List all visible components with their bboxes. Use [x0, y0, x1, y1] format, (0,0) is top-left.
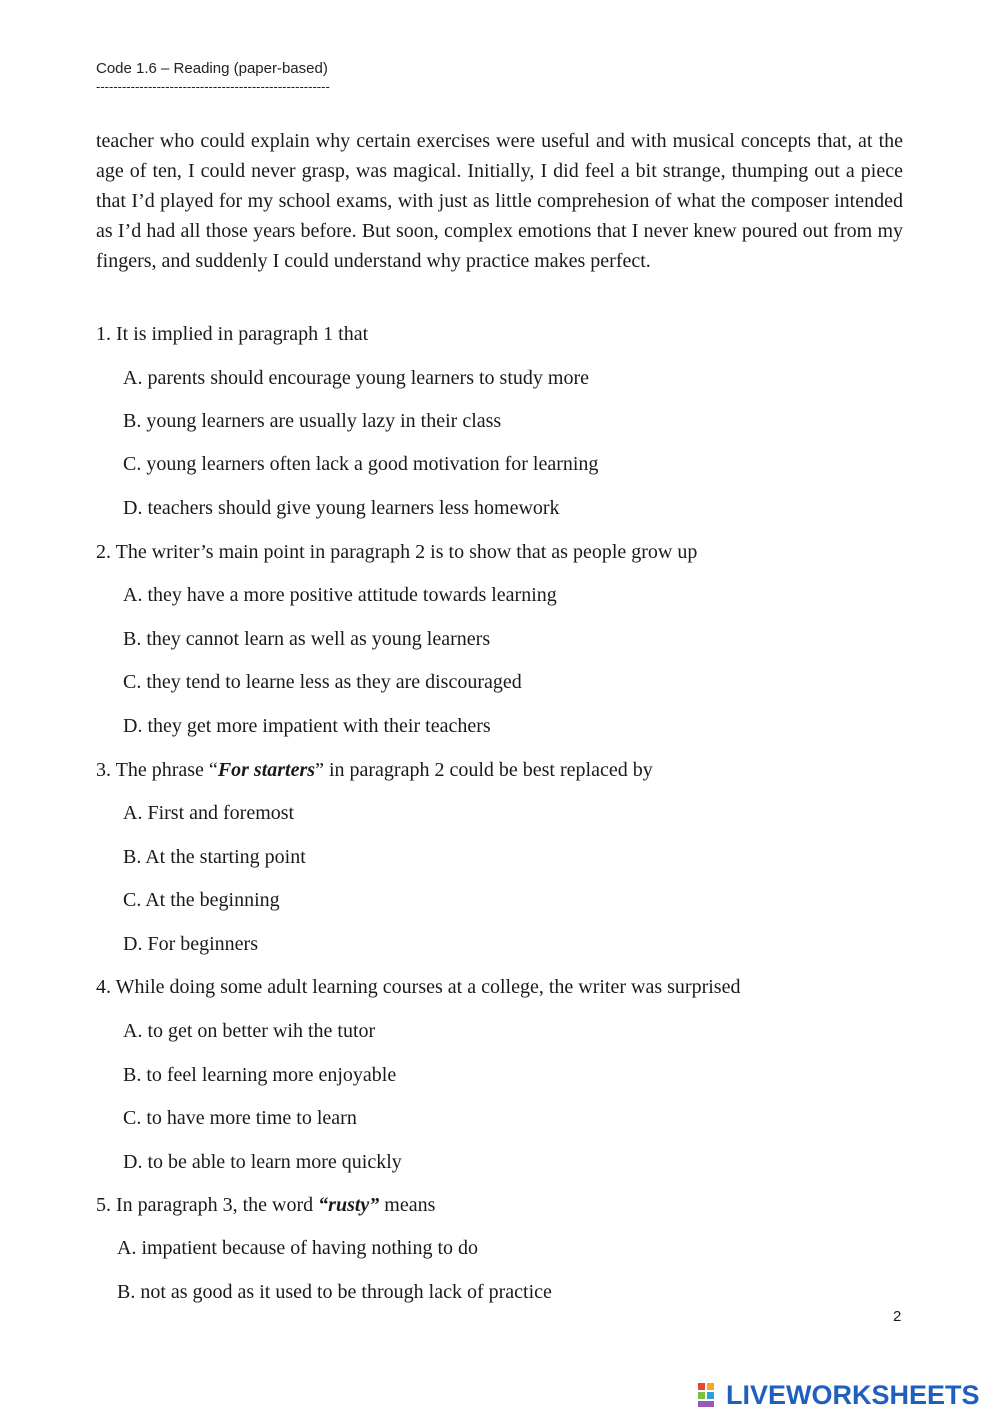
- header-title: Code 1.6 – Reading (paper-based): [96, 60, 328, 77]
- page-number: 2: [893, 1308, 902, 1325]
- liveworksheets-logo-text: LIVEWORKSHEETS: [726, 1379, 980, 1410]
- liveworksheets-logo-icon: [697, 1382, 723, 1408]
- question-3-option-b: B. At the starting point: [123, 846, 306, 868]
- question-3-phrase: For starters: [217, 759, 316, 781]
- question-2-option-d: D. they get more impatient with their teachers: [123, 715, 491, 737]
- question-1-option-d: D. teachers should give young learners less homework: [123, 497, 560, 519]
- question-4-stem: 4. While doing some adult learning courses at a college, the writer was surprised: [96, 976, 741, 998]
- question-4-option-c: C. to have more time to learn: [123, 1107, 357, 1129]
- question-2-stem: 2. The writer’s main point in paragraph 2 is to show that as people grow up: [96, 541, 698, 563]
- header-rule: ------------------------------------------------------: [96, 79, 330, 94]
- question-5-stem-prefix: 5. In paragraph 3, the word: [96, 1194, 319, 1216]
- reading-passage: teacher who could explain why certain exercises were useful and with musical concepts that, at the age of ten, I could never grasp, was magical. Initially, I did feel a bit strange, thumping out a piece that I’d played for my school exams, with just as little comprehesion of what the composer intended as I’d had all those years before. But soon, complex emotions that I never knew poured out from my fingers, and suddenly I could understand why practice makes perfect.: [96, 130, 903, 272]
- question-3-stem: [96, 757, 653, 783]
- question-3-option-a: A. First and foremost: [123, 802, 295, 824]
- question-3-stem-prefix: 3. The phrase “: [96, 759, 218, 781]
- liveworksheets-logo[interactable]: [697, 1378, 980, 1412]
- question-1-option-c: C. young learners often lack a good motivation for learning: [123, 453, 599, 475]
- question-4-option-a: A. to get on better wih the tutor: [123, 1020, 376, 1042]
- question-1-option-b: B. young learners are usually lazy in their class: [123, 410, 502, 432]
- question-5-option-a: A. impatient because of having nothing to do: [117, 1237, 479, 1259]
- question-4-option-b: B. to feel learning more enjoyable: [123, 1064, 397, 1086]
- question-2-option-b: B. they cannot learn as well as young learners: [123, 628, 491, 650]
- question-2-option-a: A. they have a more positive attitude towards learning: [123, 584, 557, 606]
- question-5-stem-suffix: means: [379, 1194, 436, 1216]
- document-header: [96, 60, 330, 94]
- question-3-stem-suffix: ” in paragraph 2 could be best replaced by: [315, 759, 653, 781]
- question-1-stem: 1. It is implied in paragraph 1 that: [96, 323, 369, 345]
- question-3-option-c: C. At the beginning: [123, 889, 280, 911]
- question-5-option-b: B. not as good as it used to be through lack of practice: [117, 1281, 552, 1303]
- question-3-option-d: D. For beginners: [123, 933, 258, 955]
- question-2-option-c: C. they tend to learne less as they are discouraged: [123, 671, 522, 693]
- question-5-word: “rusty”: [318, 1194, 380, 1216]
- question-1-option-a: A. parents should encourage young learners to study more: [123, 367, 589, 389]
- question-4-option-d: D. to be able to learn more quickly: [123, 1151, 402, 1173]
- question-5-stem: [96, 1192, 435, 1218]
